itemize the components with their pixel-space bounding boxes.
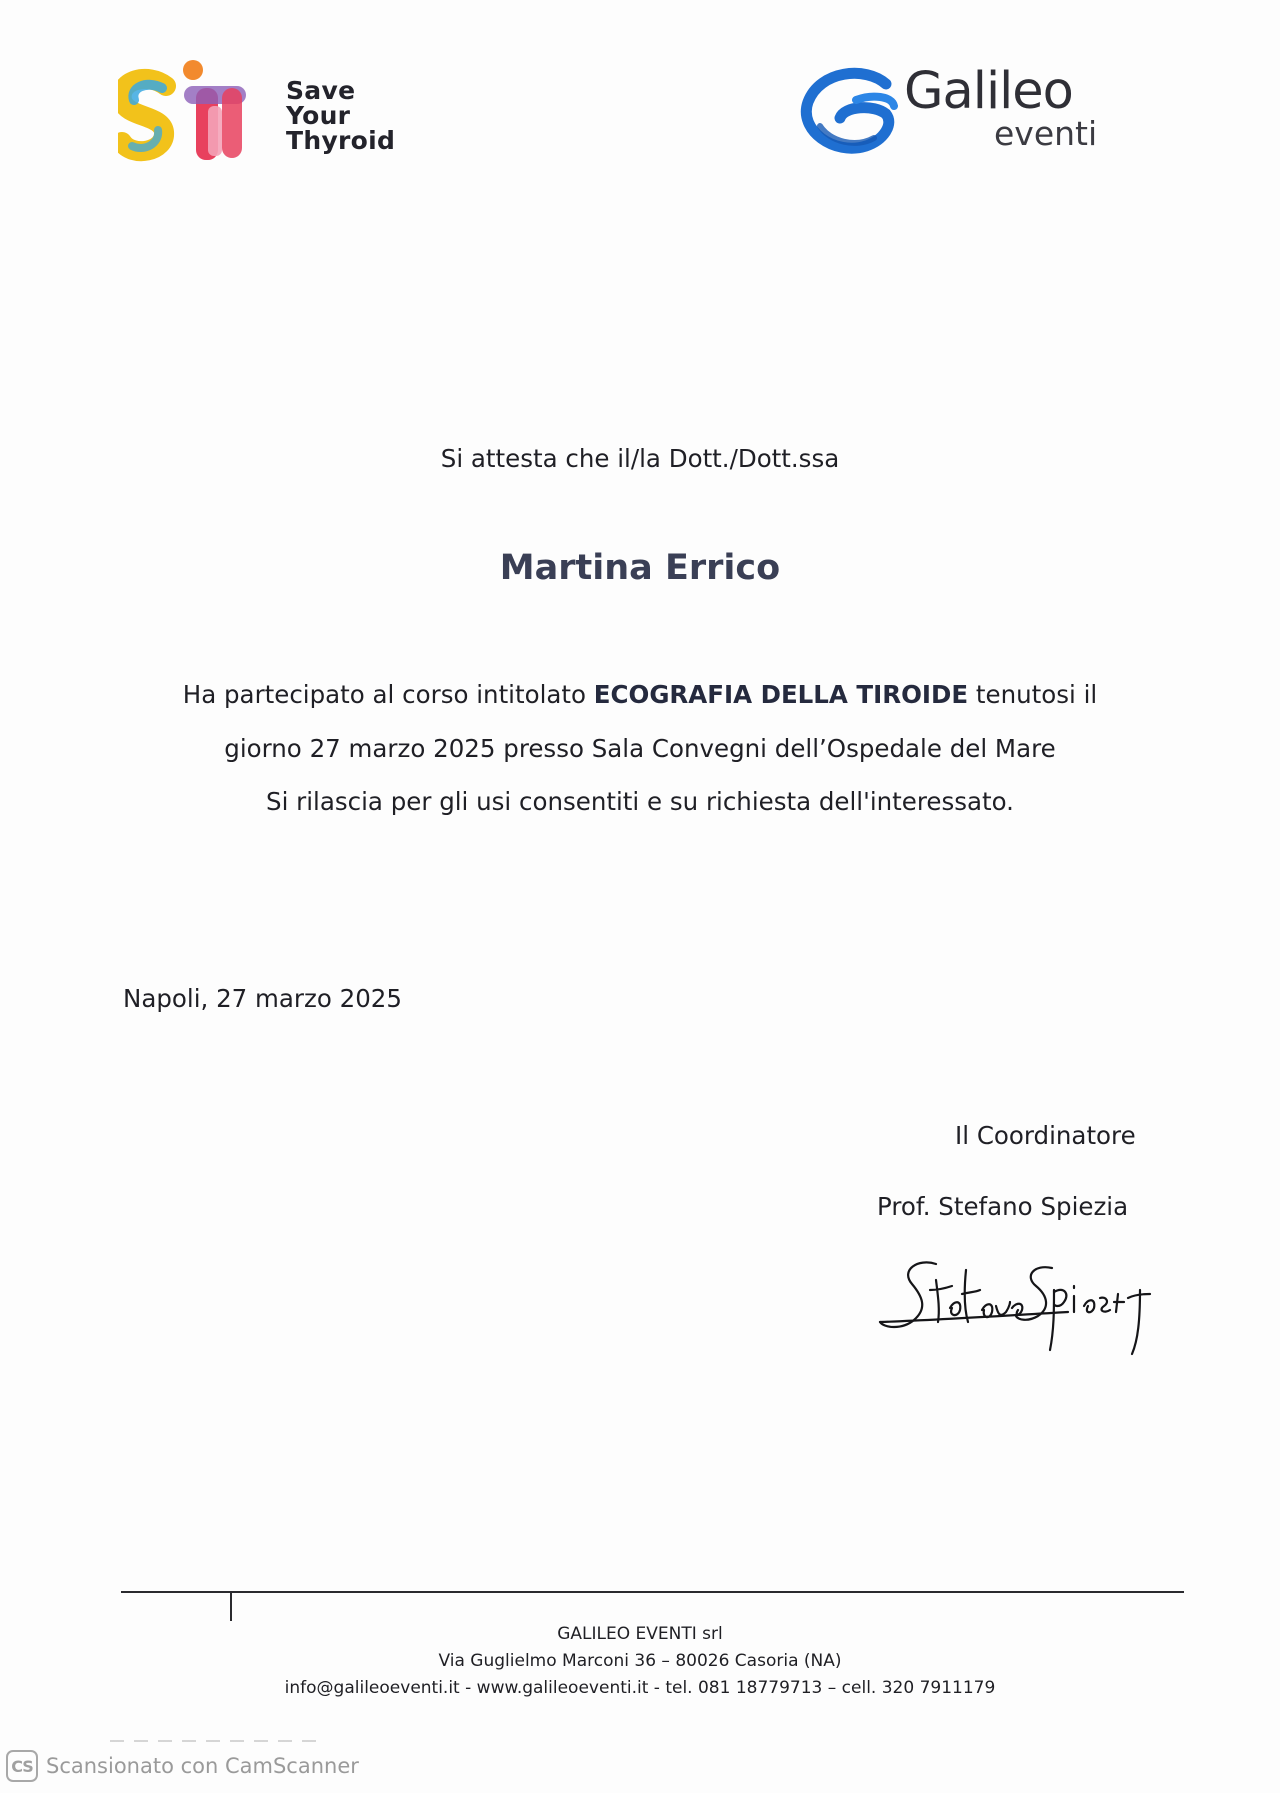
paragraph-line-3: Si rilascia per gli usi consentiti e su richiesta dell'interessato.	[266, 787, 1014, 816]
footer-contacts: info@galileoeventi.it - www.galileoeventi.it - tel. 081 18779713 – cell. 320 7911179	[284, 1678, 996, 1698]
paragraph-line-1-before: Ha partecipato al corso intitolato	[182, 680, 594, 709]
syt-word-your: Your	[286, 101, 351, 130]
footer-address: Via Guglielmo Marconi 36 – 80026 Casoria (NA)	[438, 1651, 842, 1671]
footer-divider-tick	[230, 1591, 232, 1621]
camscanner-text: Scansionato con CamScanner	[46, 1754, 359, 1778]
galileo-swirl-icon	[800, 66, 900, 156]
camscanner-watermark	[6, 1749, 359, 1783]
syt-logo-mark	[118, 58, 278, 168]
attest-line: Si attesta che il/la Dott./Dott.ssa	[440, 444, 840, 473]
galileo-name: Galileo	[904, 62, 1073, 121]
syt-wordmark	[286, 78, 395, 153]
footer-company: GALILEO EVENTI srl	[557, 1624, 723, 1644]
scan-artifact	[110, 1740, 320, 1742]
paragraph-line-1	[100, 680, 1180, 709]
paragraph-line-1-after: tenutosi il	[968, 680, 1098, 709]
camscanner-icon: CS	[6, 1750, 38, 1782]
handwritten-signature	[878, 1250, 1168, 1360]
coordinator-name: Prof. Stefano Spiezia	[877, 1192, 1129, 1221]
coordinator-title: Il Coordinatore	[955, 1121, 1136, 1150]
galileo-eventi-logo	[800, 62, 1120, 172]
paragraph-line-2: giorno 27 marzo 2025 presso Sala Convegni dell’Ospedale del Mare	[224, 734, 1056, 763]
syt-word-thyroid: Thyroid	[286, 126, 396, 155]
participant-name: Martina Errico	[499, 548, 781, 588]
place-date: Napoli, 27 marzo 2025	[123, 984, 402, 1013]
save-your-thyroid-logo	[118, 58, 418, 173]
galileo-sub: eventi	[994, 114, 1098, 153]
footer-divider	[121, 1591, 1184, 1593]
syt-word-save: Save	[286, 76, 356, 105]
course-title: ECOGRAFIA DELLA TIROIDE	[593, 680, 969, 709]
